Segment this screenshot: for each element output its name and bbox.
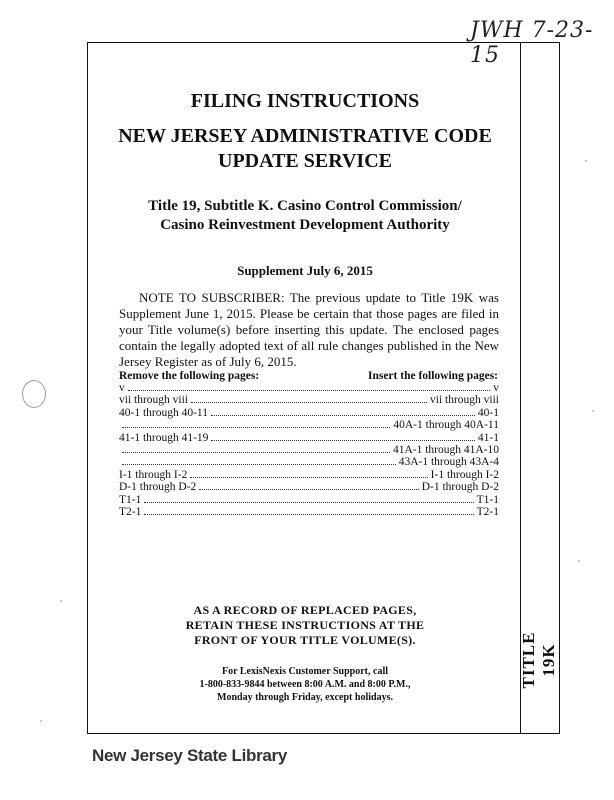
- leader-dots: [122, 452, 390, 453]
- leader-dots: [122, 464, 396, 465]
- leader-dots: [144, 514, 473, 515]
- scan-speck: [40, 720, 42, 722]
- table-row: [119, 419, 499, 431]
- page-replacement-list: [119, 382, 499, 518]
- remove-pages-heading: Remove the following pages:: [119, 370, 260, 382]
- support-line-3: Monday through Friday, except holidays.: [217, 692, 393, 703]
- retain-line-2: RETAIN THESE INSTRUCTIONS AT THE: [185, 618, 425, 632]
- leader-dots: [128, 390, 491, 391]
- table-row: [119, 407, 499, 419]
- table-row: [119, 494, 499, 506]
- spine-title-label: TITLE 19K: [519, 631, 558, 689]
- remove-cell: T2-1: [119, 505, 142, 518]
- scan-speck: [578, 560, 580, 562]
- supplement-date: Supplement July 6, 2015: [237, 263, 373, 278]
- insert-cell: T2-1: [476, 505, 499, 518]
- table-row: [119, 469, 499, 481]
- retain-line-1: AS A RECORD OF REPLACED PAGES,: [193, 603, 417, 617]
- leader-dots: [190, 477, 427, 478]
- leader-dots: [191, 402, 427, 403]
- leader-dots: [144, 502, 473, 503]
- subtitle-line-1: Title 19, Subtitle K. Casino Control Commission/: [148, 198, 462, 214]
- customer-support-info: [90, 665, 520, 704]
- table-row: [119, 456, 499, 468]
- remove-cell: I-1 through I-2: [119, 468, 188, 481]
- remove-cell: 41-1 through 41-19: [119, 431, 209, 444]
- retain-notice: [90, 603, 520, 648]
- table-row: [119, 382, 499, 394]
- leader-dots: [122, 427, 390, 428]
- table-row: [119, 444, 499, 456]
- table-row: [119, 481, 499, 493]
- insert-cell: T1-1: [476, 493, 499, 506]
- punch-hole: [22, 380, 46, 408]
- support-line-1: For LexisNexis Customer Support, call: [221, 666, 388, 677]
- insert-cell: v: [493, 382, 499, 394]
- subtitle-block: [90, 197, 520, 235]
- remove-cell: T1-1: [119, 493, 142, 506]
- scan-speck: [60, 600, 62, 602]
- insert-cell: D-1 through D-2: [421, 481, 499, 494]
- handwritten-date-note: JWH 7-23-15: [470, 18, 594, 68]
- insert-cell: 41-1: [477, 431, 499, 444]
- table-row: [119, 432, 499, 444]
- insert-cell: 40-1: [477, 406, 499, 419]
- insert-cell: vii through viii: [430, 394, 499, 407]
- remove-cell: v: [119, 382, 125, 394]
- insert-pages-heading: Insert the following pages:: [367, 370, 498, 382]
- table-row: [119, 506, 499, 518]
- subtitle-line-2: Casino Reinvestment Development Authority: [160, 217, 450, 233]
- remove-cell: 40-1 through 40-11: [119, 406, 209, 419]
- remove-cell: vii through viii: [119, 394, 188, 407]
- table-row: [119, 394, 499, 406]
- support-line-2: 1-800-833-9844 between 8:00 A.M. and 8:00 P.M.,: [199, 679, 411, 690]
- remove-cell: D-1 through D-2: [119, 481, 197, 494]
- insert-cell: 40A-1 through 40A-11: [393, 419, 499, 432]
- leader-dots: [199, 489, 418, 490]
- leader-dots: [211, 415, 475, 416]
- library-stamp: New Jersey State Library: [92, 746, 288, 765]
- subscriber-note: NOTE TO SUBSCRIBER: The previous update to Title 19K was Supplement June 1, 2015. Please be certain that those pages are filed in your Title volume(s) before inserting this update. The enclosed pages contain the legally adopted text of all rule changes published in the New Jersey Register as of July 6, 2015.: [119, 290, 499, 369]
- insert-cell: 43A-1 through 43A-4: [398, 456, 499, 469]
- update-service-heading: UPDATE SERVICE: [218, 150, 392, 172]
- scan-speck: [592, 410, 594, 412]
- scan-speck: [585, 160, 587, 162]
- insert-cell: I-1 through I-2: [430, 468, 499, 481]
- leader-dots: [211, 440, 474, 441]
- retain-line-3: FRONT OF YOUR TITLE VOLUME(S).: [194, 633, 416, 647]
- code-heading: NEW JERSEY ADMINISTRATIVE CODE: [118, 125, 492, 147]
- filing-instructions-heading: FILING INSTRUCTIONS: [190, 90, 420, 112]
- insert-cell: 41A-1 through 41A-10: [392, 443, 499, 456]
